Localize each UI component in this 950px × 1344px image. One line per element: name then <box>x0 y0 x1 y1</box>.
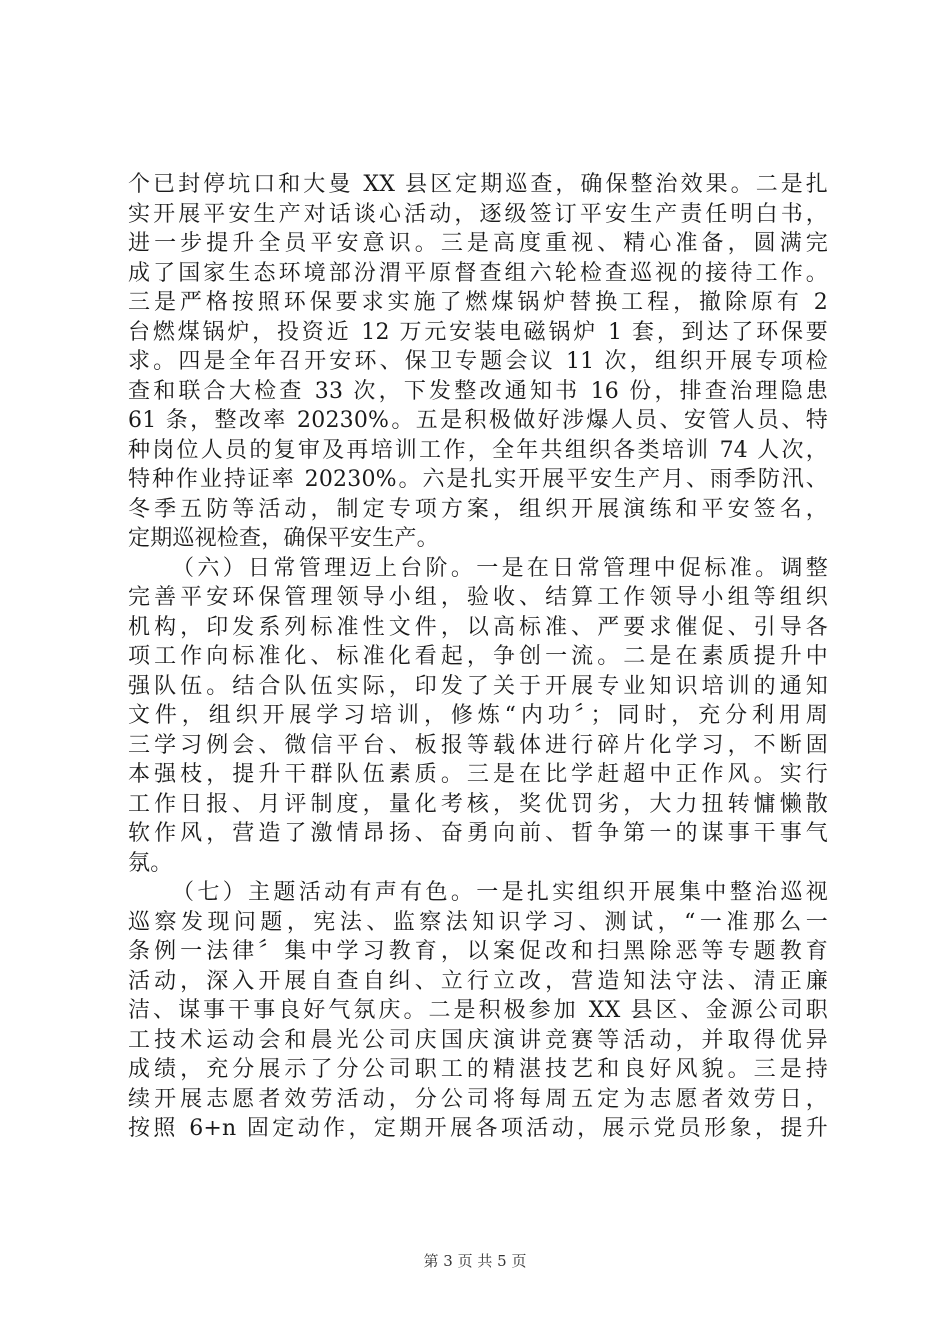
text-line: 续开展志愿者效劳活动，分公司将每周五定为志愿者效劳日， <box>128 1086 828 1112</box>
text-line: 个已封停坑口和大曼 XX 县区定期巡查，确保整治效果。二是扎 <box>128 172 828 197</box>
paragraph <box>128 878 828 1144</box>
text-line: 文件，组织开展学习培训，修炼“内功〞；同时，充分利用周 <box>128 703 828 728</box>
text-line: 种岗位人员的复审及再培训工作，全年共组织各类培训 74 人次， <box>128 437 828 463</box>
page-number-label: 第 3 页 共 5 页 <box>423 1252 527 1270</box>
text-line: 查和联合大检查 33 次，下发整改通知书 16 份，排查治理隐患 <box>128 378 828 404</box>
text-line: 61 条，整改率 20230%。五是积极做好涉爆人员、安管人员、特 <box>128 408 828 433</box>
text-line: 三是严格按照环保要求实施了燃煤锅炉替换工程，撤除原有 2 <box>128 290 828 315</box>
text-line: 按照 6+n 固定动作，定期开展各项活动，展示党员形象，提升 <box>128 1116 828 1141</box>
text-line: 求。四是全年召开安环、保卫专题会议 11 次，组织开展专项检 <box>128 349 828 374</box>
page-footer <box>0 1250 950 1271</box>
text-line: 实开展平安生产对话谈心活动，逐级签订平安生产责任明白书， <box>128 201 828 227</box>
text-line: 三学习例会、微信平台、板报等载体进行碎片化学习，不断固 <box>128 732 828 758</box>
text-line: （六）日常管理迈上台阶。一是在日常管理中促标准。调整 <box>172 555 828 581</box>
text-line: 机构，印发系列标准性文件，以高标准、严要求催促、引导各 <box>128 614 828 640</box>
text-line: 软作风，营造了激情昂扬、奋勇向前、晢争第一的谋事干事气 <box>128 821 828 846</box>
text-line: 进一步提升全员平安意识。三是高度重视、精心准备，圆满完 <box>128 231 828 256</box>
text-line: （七）主题活动有声有色。一是扎实组织开展集中整治巡视 <box>172 880 828 905</box>
text-line: 活动，深入开展自查自纠、立行立改，营造知法守法、清正廉 <box>128 968 828 994</box>
text-line: 巡察发现问题，宪法、监察法知识学习、测试，“一准那么一 <box>128 909 828 935</box>
text-line: 成了国家生态环境部汾渭平原督查组六轮检查巡视的接待工作。 <box>128 260 828 286</box>
text-line: 氛。 <box>128 850 173 876</box>
text-line: 定期巡视检查，确保平安生产。 <box>128 526 439 551</box>
paragraph <box>128 170 828 554</box>
document-body <box>128 170 828 1144</box>
paragraph <box>128 554 828 879</box>
text-line: 工作日报、月评制度，量化考核，奖优罚劣，大力扭转慵懒散 <box>128 791 828 817</box>
text-line: 成绩，充分展示了分公司职工的精湛技艺和良好风貌。三是持 <box>128 1057 828 1082</box>
text-line: 强队伍。结合队伍实际，印发了关于开展专业知识培训的通知 <box>128 673 828 699</box>
text-line: 工技术运动会和晨光公司庆国庆演讲竞赛等活动，并取得优异 <box>128 1027 828 1053</box>
text-line: 项工作向标准化、标准化看起，争创一流。二是在素质提升中 <box>128 644 828 669</box>
text-line: 条例一法律〞集中学习教育，以案促改和扫黑除恶等专题教育 <box>128 939 828 964</box>
text-line: 本强枝，提升干群队伍素质。三是在比学赶超中正作风。实行 <box>128 762 828 787</box>
text-line: 洁、谋事干事良好气氛庆。二是积极参加 XX 县区、金源公司职 <box>128 998 828 1023</box>
text-line: 台燃煤锅炉，投资近 12 万元安装电磁锅炉 1 套，到达了环保要 <box>128 319 828 345</box>
text-line: 完善平安环保管理领导小组，验收、结算工作领导小组等组织 <box>128 585 828 610</box>
text-line: 特种作业持证率 20230%。六是扎实开展平安生产月、雨季防汛、 <box>128 467 828 492</box>
text-line: 冬季五防等活动，制定专项方案，组织开展演练和平安签名， <box>128 496 828 522</box>
